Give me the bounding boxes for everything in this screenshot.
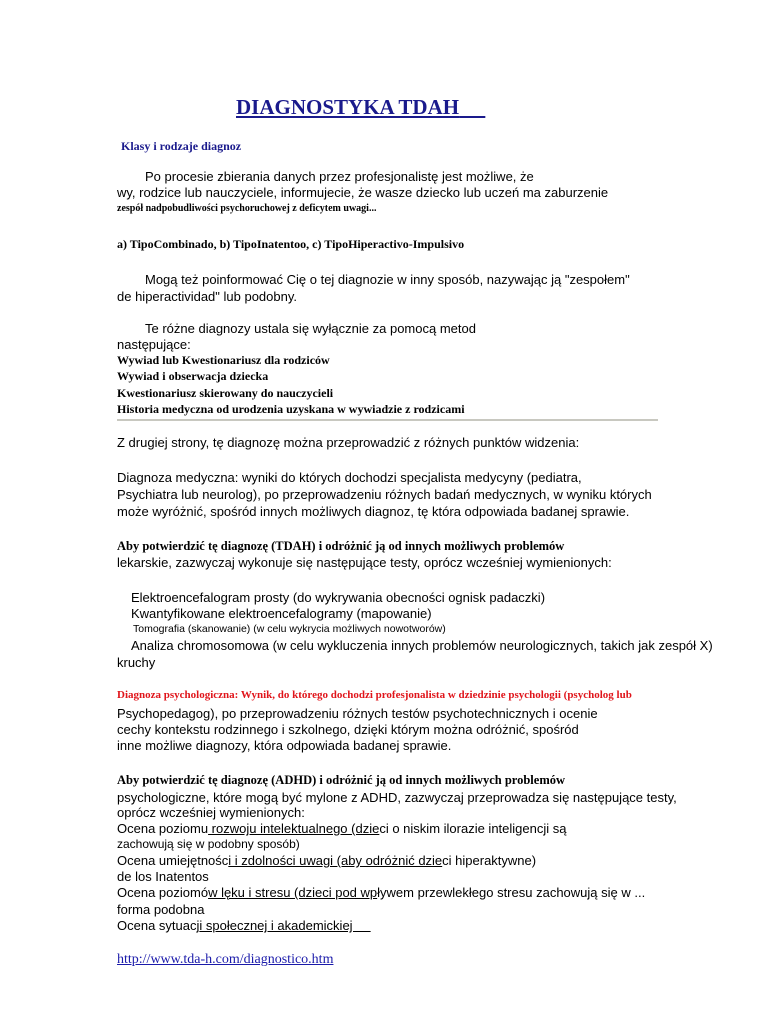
paragraph-bold: Aby potwierdzić tę diagnozę (ADHD) i odróżnić ją od innych możliwych problemów	[117, 773, 566, 787]
paragraph-line: de hiperactividad" lub podobny.	[117, 289, 298, 304]
paragraph-line: cechy kontekstu rodzinnego i szkolnego, dzięki którym można odróżnić, spośród	[117, 722, 579, 737]
paragraph-line: Mogą też poinformować Cię o tej diagnozie w inny sposób, nazywając ją "zespołem"	[145, 272, 630, 287]
test-item: kruchy	[117, 655, 156, 670]
paragraph-line: Z drugiej strony, tę diagnozę można przeprowadzić z różnych punktów widzenia:	[117, 435, 580, 450]
method-item: Historia medyczna od urodzenia uzyskana w wywiadzie z rodzicami	[117, 402, 465, 416]
paragraph-line: może wyróżnić, spośród innych możliwych diagnoz, tę która odpowiada badanej sprawie.	[117, 504, 630, 519]
paragraph-line: oprócz wcześniej wymienionych:	[117, 805, 305, 820]
evaluation-item: Ocena sytuacji społecznej i akademickiej	[117, 918, 371, 933]
paragraph-line: inne możliwe diagnozy, która odpowiada badanej sprawie.	[117, 738, 452, 753]
paragraph-line: Psychopedagog), po przeprowadzeniu różnych testów psychotechnicznych i ocenie	[117, 706, 598, 721]
evaluation-item: de los Inatentos	[117, 869, 209, 884]
paragraph-line: Psychiatra lub neurolog), po przeprowadzeniu różnych badań medycznych, w wyniku których	[117, 487, 652, 502]
test-item: Analiza chromosomowa (w celu wykluczenia innych problemów neurologicznych, takich jak zespół X)	[131, 638, 713, 653]
paragraph-line: Te różne diagnozy ustala się wyłącznie za pomocą metod	[145, 321, 476, 336]
test-item: Tomografia (skanowanie) (w celu wykrycia możliwych nowotworów)	[133, 623, 446, 635]
psychological-diagnosis-heading: Diagnoza psychologiczna: Wynik, do którego dochodzi profesjonalista w dziedzinie psychologii (psycholog lub	[117, 689, 632, 701]
method-item: Wywiad lub Kwestionariusz dla rodziców	[117, 353, 330, 367]
test-item: Elektroencefalogram prosty (do wykrywania obecności ognisk padaczki)	[131, 590, 546, 605]
page-title: DIAGNOSTYKA TDAH	[236, 95, 460, 119]
diagnosis-types: a) TipoCombinado, b) TipoInatentoo, c) TipoHiperactivo-Impulsivo	[117, 237, 465, 251]
method-item: Wywiad i obserwacja dziecka	[117, 369, 269, 383]
evaluation-item: Ocena poziomu rozwoju intelektualnego (dzieci o niskim ilorazie inteligencji są	[117, 821, 567, 836]
evaluation-item: zachowują się w podobny sposób)	[117, 837, 300, 851]
method-item: Kwestionariusz skierowany do nauczycieli	[117, 386, 334, 400]
paragraph-line: zespół nadpobudliwości psychoruchowej z deficytem uwagi...	[117, 203, 377, 214]
section-subtitle: Klasy i rodzaje diagnoz	[121, 139, 242, 153]
paragraph-line: lekarskie, zazwyczaj wykonuje się następujące testy, oprócz wcześniej wymienionych:	[117, 555, 612, 570]
source-link[interactable]: http://www.tda-h.com/diagnostico.htm	[117, 952, 334, 967]
paragraph-line: wy, rodzice lub nauczyciele, informujecie, że wasze dziecko lub uczeń ma zaburzenie	[117, 185, 609, 200]
divider	[117, 419, 658, 421]
paragraph-line: Diagnoza medyczna: wyniki do których dochodzi specjalista medycyny (pediatra,	[117, 470, 582, 485]
evaluation-item: Ocena poziomów lęku i stresu (dzieci pod wpływem przewlekłego stresu zachowują się w ...	[117, 885, 646, 900]
evaluation-item: Ocena umiejętności i zdolności uwagi (aby odróżnić dzieci hiperaktywne)	[117, 853, 537, 868]
paragraph-line: Po procesie zbierania danych przez profesjonalistę jest możliwe, że	[145, 169, 534, 184]
paragraph-bold: Aby potwierdzić tę diagnozę (TDAH) i odróżnić ją od innych możliwych problemów	[117, 539, 565, 553]
evaluation-item: forma podobna	[117, 902, 205, 917]
paragraph-line: psychologiczne, które mogą być mylone z ADHD, zazwyczaj przeprowadza się następujące testy,	[117, 790, 677, 805]
test-item: Kwantyfikowane elektroencefalogramy (mapowanie)	[131, 606, 432, 621]
paragraph-line: następujące:	[117, 337, 191, 352]
